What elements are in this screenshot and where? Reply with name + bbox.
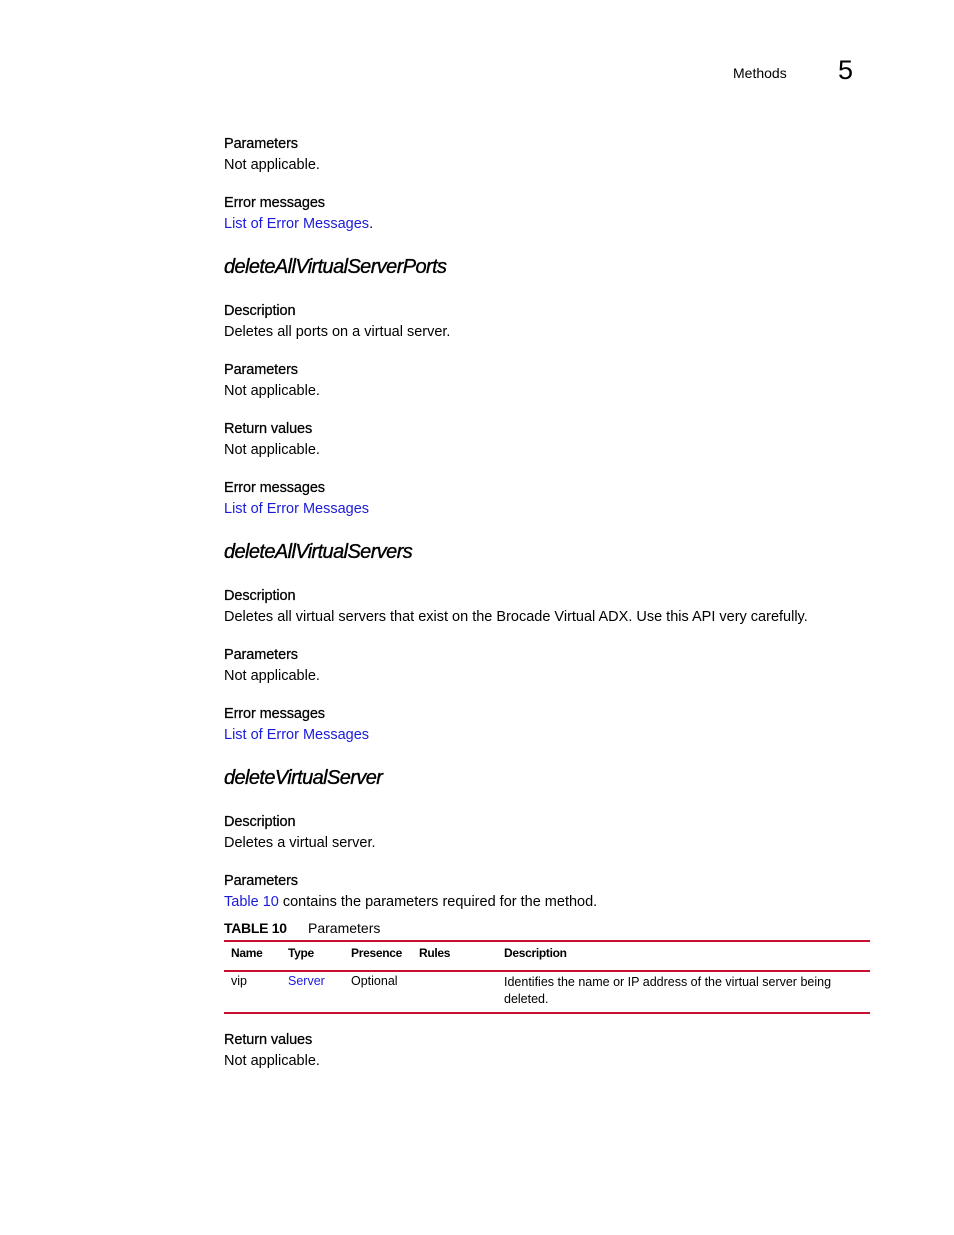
parameters-label: Parameters <box>224 873 298 889</box>
error-messages-line <box>224 216 373 232</box>
table-header-rule <box>224 970 870 972</box>
description-label: Description <box>224 303 296 319</box>
return-values-text: Not applicable. <box>224 1053 320 1069</box>
error-messages-label: Error messages <box>224 706 325 722</box>
column-header-name: Name <box>231 946 263 960</box>
running-header-section: Methods <box>733 65 787 81</box>
description-label: Description <box>224 814 296 830</box>
parameters-text: Not applicable. <box>224 383 320 399</box>
parameters-text: Not applicable. <box>224 668 320 684</box>
return-values-label: Return values <box>224 421 313 437</box>
table-caption-number: TABLE 10 <box>224 920 287 936</box>
description-label: Description <box>224 588 296 604</box>
table-caption-title: Parameters <box>308 920 381 936</box>
column-header-type: Type <box>288 946 314 960</box>
method-title: deleteAllVirtualServerPorts <box>224 256 447 278</box>
description-text: Deletes all ports on a virtual server. <box>224 324 451 340</box>
cell-name: vip <box>231 974 247 988</box>
error-messages-suffix: . <box>369 216 374 232</box>
parameters-label: Parameters <box>224 362 298 378</box>
description-text: Deletes all virtual servers that exist on the Brocade Virtual ADX. Use this API very carefully. <box>224 609 808 625</box>
parameters-suffix: contains the parameters required for the method. <box>278 894 598 910</box>
error-messages-link[interactable]: List of Error Messages <box>224 501 370 517</box>
cell-presence: Optional <box>351 974 398 988</box>
parameters-label: Parameters <box>224 136 298 152</box>
parameters-line <box>224 894 597 910</box>
error-messages-link[interactable]: List of Error Messages <box>224 727 370 743</box>
parameters-text: Not applicable. <box>224 157 320 173</box>
return-values-text: Not applicable. <box>224 442 320 458</box>
cell-type-link[interactable]: Server <box>288 974 325 988</box>
column-header-description: Description <box>504 946 567 960</box>
error-messages-label: Error messages <box>224 480 325 496</box>
table-bottom-rule <box>224 1012 870 1014</box>
column-header-rules: Rules <box>419 946 451 960</box>
table-top-rule <box>224 940 870 942</box>
cell-description: Identifies the name or IP address of the virtual server being deleted. <box>504 975 832 1006</box>
chapter-number: 5 <box>838 55 854 85</box>
error-messages-link[interactable]: List of Error Messages <box>224 216 370 232</box>
return-values-label: Return values <box>224 1032 313 1048</box>
description-text: Deletes a virtual server. <box>224 835 376 851</box>
column-header-presence: Presence <box>351 946 402 960</box>
method-title: deleteVirtualServer <box>224 767 383 789</box>
error-messages-label: Error messages <box>224 195 325 211</box>
table-reference-link[interactable]: Table 10 <box>224 894 279 910</box>
parameters-label: Parameters <box>224 647 298 663</box>
method-title: deleteAllVirtualServers <box>224 541 413 563</box>
